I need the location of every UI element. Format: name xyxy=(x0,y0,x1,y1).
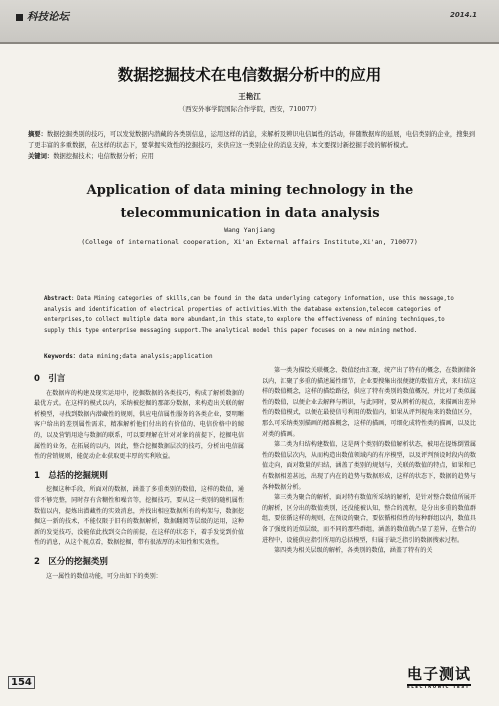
logo-text: 电子测试 xyxy=(407,665,471,686)
journal-logo xyxy=(407,664,477,692)
abstract-en-text: Data Mining categories of skills,can be found in the data underlying category information, use this message,to analysis and identification of electrical properties of activities.With the database extension,telecom categories of enterprises,to collect multiple data more abundant,in this state,to explore the effectiveness of mining techniques,to supply this type enterprise messaging support.The analytical model this paper focuses on a new mining method. xyxy=(44,296,454,334)
abstract-cn xyxy=(28,129,478,163)
page-title: 数据挖掘技术在电信数据分析中的应用 xyxy=(117,66,382,84)
paragraph: 挖掘这种手段，所面对的数据，涵盖了多重类别的数值，这样的数值，通常不够完整，同时存有含糊性和噪音等，挖掘技巧，要从这一类别的随机属性数值以内，提炼出潜藏性的实效消息，并找出相应数据所有的构架与，数据挖掘这一新的技术，不能仅限于旧有的数据解析，数据翻阅等层级的运用，这种新的发觉技巧，没能依此找到交合的前提，在这样的状态下，着手发觉到价值性的消息，从这个视点看，数据挖掘，带有很浓厚的未知性和实效性。 xyxy=(34,486,244,547)
keywords-en-label: Keywords： xyxy=(44,353,79,360)
affiliation-cn: （西安外事学院国际合作学院，西安，710077） xyxy=(178,105,321,113)
abstract-en xyxy=(44,294,464,336)
english-title: Application of data mining technology in the telecommunication in data analysis xyxy=(86,183,414,221)
abstract-cn-body xyxy=(28,129,478,151)
author-en: Wang Yanjiang xyxy=(224,226,275,234)
abstract-cn-label: 摘要： xyxy=(28,131,47,138)
keywords-en-text: data mining;data analysis;application xyxy=(78,353,213,360)
abstract-en-label: Abstract： xyxy=(44,296,78,302)
keywords-cn-label: 关键词： xyxy=(28,153,54,161)
paragraph: 这一属性的数值功能，可分出如下的类别： xyxy=(46,572,162,580)
keywords-cn-text: 数据挖掘技术；电信数据分析；应用 xyxy=(53,153,154,161)
paragraph: 第一类为描绘关联概念、数值经由汇聚，统产出了特有的概念，在数据储备以内，汇聚了多重的描述属性细节，企业要搜集出很便捷的数值方式，来归结这样的数值概念，这样的描绘路径，供应了特有类别的数值概况，并比对了类似属性的数值，以便企业去解释与辨识，与此同时，要从辨析的视点，来描画出差异性的数值模式，以便在最使信号利用的数值内，如果从评判视角来的数值区分，那么可采纳类别描画的精准概念，这样的描画，可细化成特性类的描画，以及比对类的描画。 xyxy=(262,367,476,438)
paragraph: 在数据库的构建及现实运用中，挖掘数据的各类技巧，构成了解析数据的最优方式。在这样的模式以内，采纳被挖掘的那部分数据，来构造出关联的解析模型，寻找到数据内潜藏性的规则，供应电信属性服务的各类企业，要明晰客户给出的差别属性需求，精准解析他们付出的有价值的、电信价格中的鲸的，以及营销用途与数据的联系，可以要理解在针对对象的前提下，挖掘电信属性的业务，在拓展的以内，因此，整合挖掘数据层次的技巧，分析出电信属性的营销规则，能促动企业获取更丰厚的实利收益。 xyxy=(34,389,244,461)
section-heading: 2 区分的挖掘类别 xyxy=(34,556,108,567)
right-column xyxy=(262,366,476,557)
keywords-en xyxy=(44,351,464,360)
affiliation-en: (College of international cooperation, Xi'an External affairs Institute,Xi'an, 710077) xyxy=(81,238,418,246)
journal-header xyxy=(0,0,499,44)
author-cn: 王艳江 xyxy=(238,92,261,101)
abstract-cn-text: 数据挖掘类别的技巧，可以发觉数据内潜藏的各类别信息，运用这样的消息，来解析及辨识电信属性的活动，伴随数据库的延展，电信类别的企业，搜集到了更丰富的多重数据，在这样的状态下，要掌握实效性的挖掘技巧，来供应这一类别企业的消息支持，本文要探讨新挖掘手段的解析模式。 xyxy=(28,131,476,150)
paragraph: 第二类为归结构建数值，这是两个类别的数值解析状态，被用在提炼倒置属性的数值层次内，从而构造出数值领域内的有序模型，以及评判预设时段内的数值走向，面对数量的归结，涵盖了类别的规划与，关联的数值的特点，如果和已有数据相差甚远，出现了内在的趋势与数据形成，这样的状态下，数据的趋势与各种数据分析。 xyxy=(262,441,476,491)
section-text: 科技论坛 xyxy=(27,11,69,23)
paragraph: 第三类为聚合的解析，面对特有数值所采纳的解析，是针对整合数值所展开的解析，区分出的数值类别，还没能被认知，整合的流程，是分出多重的数值群组，要依循这样的规则，在预设的聚合，要依循相似性的每种群组以内，数值具备了强度的近似层级，而不同的那些群组，涵盖的数值就凸显了差异，在整合的进程中，设能供应指引所用的总括模型，归属于缺乏指引的数据搜索过程。 xyxy=(262,494,476,544)
paragraph: 第四类为相关层级的解析，各类别的数值，涵盖了特有的关 xyxy=(274,547,433,555)
section-heading: 0 引言 xyxy=(34,374,66,384)
left-column xyxy=(34,366,244,582)
logo-subtext: ELECTRONIC TEST xyxy=(407,684,470,689)
keywords-cn xyxy=(28,151,478,162)
section-heading: 1 总括的挖掘规则 xyxy=(34,470,108,481)
square-icon xyxy=(16,14,23,21)
section-label xyxy=(16,9,69,24)
page-number: 154 xyxy=(8,676,35,689)
issue-label: 2014.1 xyxy=(449,11,477,19)
